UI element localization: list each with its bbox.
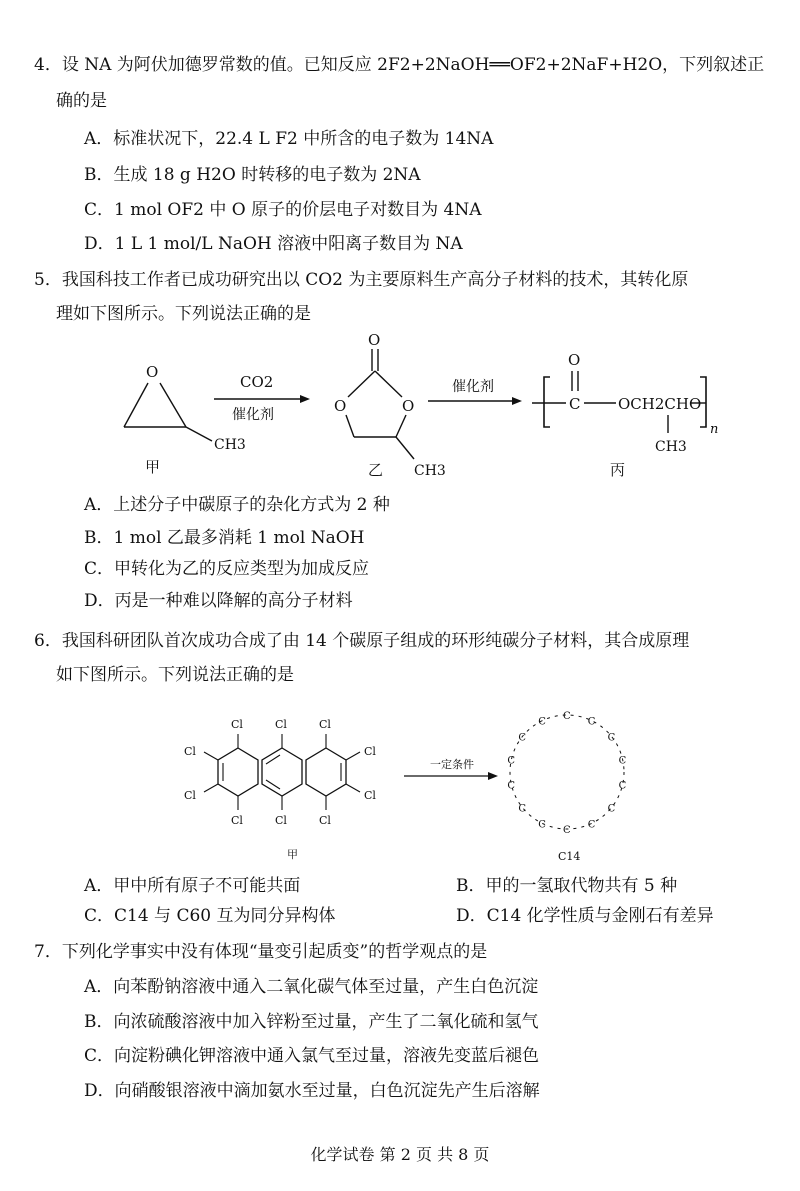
- carbonyl-oxygen: O: [368, 331, 381, 349]
- c14-carbon-atom: C: [507, 780, 516, 792]
- c14-carbon-atom: C: [607, 803, 616, 815]
- q6-stem-line2: 如下图所示。下列说法正确的是: [56, 665, 294, 685]
- polymer-chain: OCH2CHO: [618, 395, 702, 413]
- q7-stem: 7．下列化学事实中没有体现“量变引起质变”的哲学观点的是: [34, 942, 488, 962]
- label-c14: C14: [558, 850, 581, 863]
- q4-stem-line1: 4．设 NA 为阿伏加德罗常数的值。已知反应 2F2+2NaOH══OF2+2NaF+H2O，下列叙述正: [34, 55, 765, 75]
- ring-oxygen-left: O: [334, 397, 347, 415]
- polycarbonate-structure: [532, 351, 718, 455]
- c14-carbon-atom: C: [538, 819, 546, 831]
- q4-option-c: C．1 mol OF2 中 O 原子的价层电子对数目为 4NA: [84, 200, 482, 220]
- label-bing: 丙: [610, 461, 626, 479]
- chlorinated-anthracene-structure: [184, 718, 376, 827]
- cl-right-2: Cl: [364, 789, 376, 802]
- cl-bottom-1: Cl: [231, 814, 243, 827]
- epoxide-oxygen: O: [146, 363, 159, 381]
- q4-option-a: A．标准状况下，22.4 L F2 中所含的电子数为 14NA: [84, 129, 494, 149]
- cl-top-1: Cl: [231, 718, 243, 731]
- q6-option-a: A．甲中所有原子不可能共面: [84, 876, 301, 896]
- label-jia-6: 甲: [287, 848, 298, 861]
- q7-option-d: D．向硝酸银溶液中滴加氨水至过量，白色沉淀先产生后溶解: [84, 1081, 540, 1101]
- c14-carbon-atom: C: [587, 819, 596, 831]
- q5-stem-line2: 理如下图所示。下列说法正确的是: [56, 304, 311, 324]
- polymer-carbon: C: [569, 395, 581, 413]
- q6-option-d: D．C14 化学性质与金刚石有差异: [456, 906, 714, 926]
- q5-stem-line1: 5．我国科技工作者已成功研究出以 CO2 为主要原料生产高分子材料的技术，其转化原: [34, 270, 689, 290]
- q4-option-b: B．生成 18 g H2O 时转移的电子数为 2NA: [84, 165, 421, 185]
- cl-right-1: Cl: [364, 745, 376, 758]
- q6-stem-line1: 6．我国科研团队首次成功合成了由 14 个碳原子组成的环形纯碳分子材料，其合成原理: [34, 631, 690, 651]
- arrow1-reagent: CO2: [240, 373, 274, 391]
- label-jia: 甲: [145, 458, 161, 476]
- q4-stem-line2: 确的是: [56, 91, 107, 111]
- q6-reaction-figure: [0, 700, 800, 870]
- q7-option-b: B．向浓硫酸溶液中加入锌粉至过量，产生了二氧化硫和氢气: [84, 1012, 539, 1032]
- cl-bottom-3: Cl: [319, 814, 331, 827]
- arrow2-catalyst: 催化剂: [452, 379, 494, 395]
- cl-bottom-2: Cl: [275, 814, 287, 827]
- q6-option-b: B．甲的一氢取代物共有 5 种: [456, 876, 678, 896]
- polymer-methyl: CH3: [655, 439, 687, 455]
- polymer-subscript-n: n: [710, 422, 719, 437]
- q6-option-c: C．C14 与 C60 互为同分异构体: [84, 906, 336, 926]
- epoxide-methyl: CH3: [214, 437, 246, 453]
- c14-atoms: [507, 711, 626, 836]
- carbonate-methyl: CH3: [414, 463, 446, 479]
- c14-carbon-atom: C: [618, 755, 627, 767]
- epoxide-structure: [124, 363, 246, 453]
- page-footer: 化学试卷 第 2 页 共 8 页: [310, 1145, 490, 1164]
- q5-option-d: D．丙是一种难以降解的高分子材料: [84, 591, 353, 611]
- cl-top-3: Cl: [319, 718, 331, 731]
- arrow1-catalyst: 催化剂: [232, 407, 274, 423]
- cl-left-2: Cl: [184, 789, 196, 802]
- c14-carbon-atom: C: [587, 716, 596, 728]
- q5-option-a: A．上述分子中碳原子的杂化方式为 2 种: [84, 495, 390, 515]
- cyclic-carbonate-structure: [334, 331, 446, 479]
- q7-option-a: A．向苯酚钠溶液中通入二氧化碳气体至过量，产生白色沉淀: [84, 977, 539, 997]
- q7-option-c: C．向淀粉碘化钾溶液中通入氯气至过量，溶液先变蓝后褪色: [84, 1046, 540, 1066]
- arrow-condition: 一定条件: [430, 758, 474, 771]
- q5-option-c: C．甲转化为乙的反应类型为加成反应: [84, 559, 370, 579]
- c14-carbon-atom: C: [618, 780, 627, 792]
- q4-option-d: D．1 L 1 mol/L NaOH 溶液中阳离子数目为 NA: [84, 234, 463, 254]
- ring-oxygen-right: O: [402, 397, 415, 415]
- q5-option-b: B．1 mol 乙最多消耗 1 mol NaOH: [84, 528, 365, 548]
- cl-left-1: Cl: [184, 745, 196, 758]
- cl-top-2: Cl: [275, 718, 287, 731]
- c14-carbon-atom: C: [607, 732, 616, 744]
- c14-carbon-atom: C: [563, 711, 571, 722]
- polymer-carbonyl-oxygen: O: [568, 351, 581, 369]
- label-yi: 乙: [368, 461, 384, 479]
- c14-carbon-atom: C: [563, 825, 571, 836]
- q5-reaction-figure: [0, 325, 800, 490]
- c14-carbon-atom: C: [518, 732, 527, 744]
- c14-carbon-atom: C: [507, 755, 516, 767]
- c14-carbon-atom: C: [538, 716, 546, 728]
- c14-carbon-atom: C: [518, 803, 527, 815]
